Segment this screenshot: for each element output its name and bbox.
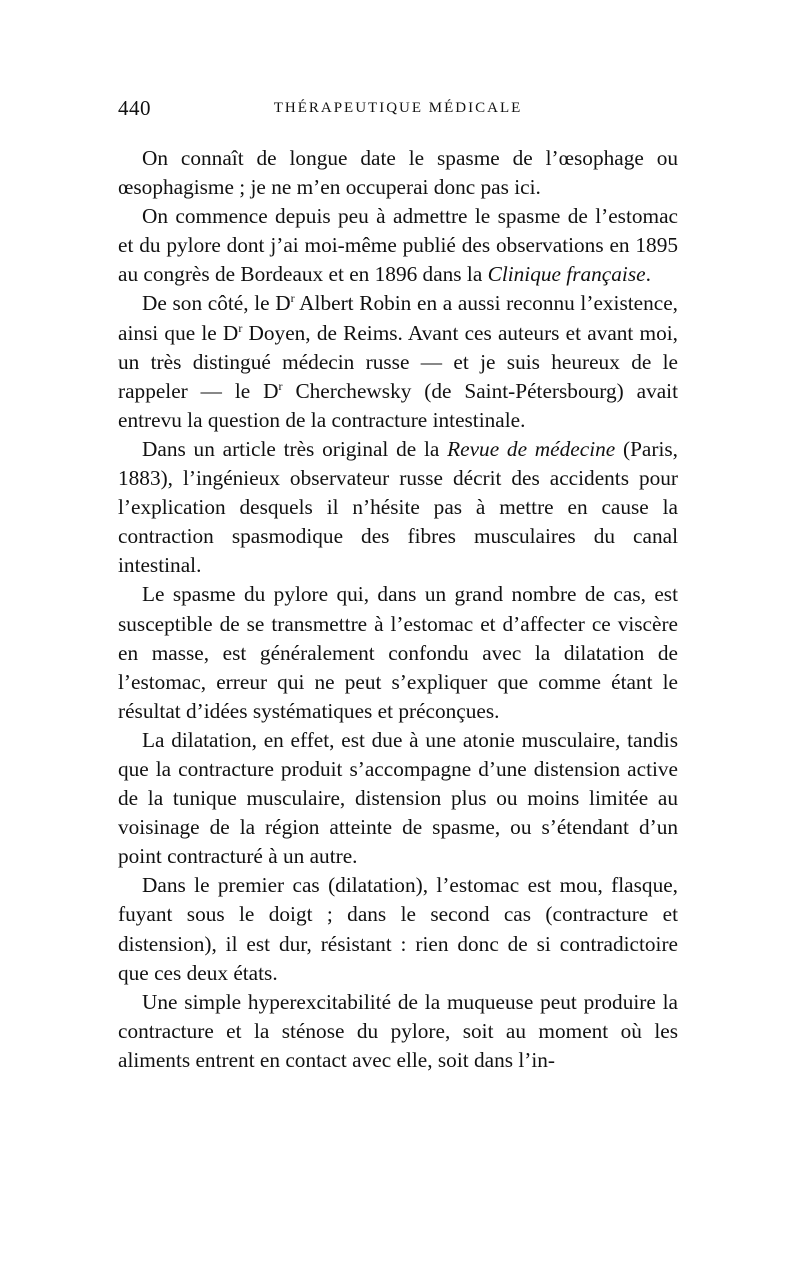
- paragraph-3: [118, 289, 678, 434]
- paragraph-4-text-after: (Paris, 1883), l’ingénieux observateur russe décrit des accidents pour l’explication desquels il n’hésite pas à mettre en cause la contraction spasmodique des fibres musculaires du canal intestinal.: [118, 436, 679, 578]
- doctor-superscript-1: r: [290, 291, 295, 306]
- paragraph-2: [118, 202, 678, 289]
- paragraph-2-italic-title: Clinique française: [487, 262, 646, 287]
- paragraph-4: [118, 435, 678, 580]
- paragraph-7: [118, 871, 678, 987]
- paragraph-3-part-2: Albert Robin en a aussi reconnu l’existence, ainsi que le D: [118, 291, 678, 345]
- paragraph-1: [118, 144, 678, 202]
- running-head: [118, 96, 678, 126]
- page-number: 440: [118, 96, 151, 120]
- paragraph-2-text-after: .: [645, 262, 651, 287]
- paragraph-6: [118, 726, 678, 871]
- paragraph-2-text-before: On commence depuis peu à admettre le spasme de l’estomac et du pylore dont j’ai moi-même publié des observations en 1895 au congrès de Bordeaux et en 1896 dans la: [118, 204, 678, 287]
- paragraph-6-text: La dilatation, en effet, est due à une atonie musculaire, tandis que la contracture produit s’accompagne d’une distension active de la tunique musculaire, distension plus ou moins limitée au voisinage de la région atteinte de spasme, ou s’étendant d’un point contracturé à un autre.: [118, 727, 678, 869]
- paragraph-4-italic-title: Revue de médecine: [447, 436, 616, 461]
- paragraph-5-text: Le spasme du pylore qui, dans un grand nombre de cas, est susceptible de se transmettre à l’estomac et d’affecter ce viscère en masse, est généralement confondu avec la dilatation de l’estomac, erreur qui ne peut s’expliquer que comme étant le résultat d’idées systématiques et préconçues.: [118, 582, 678, 723]
- paragraph-1-text: On connaît de longue date le spasme de l’œsophage ou œsophagisme ; je ne m’en occuperai donc pas ici.: [118, 146, 678, 200]
- doctor-superscript-2: r: [238, 320, 243, 335]
- page-body: [118, 144, 678, 1075]
- paragraph-8: [118, 988, 678, 1075]
- paragraph-5: [118, 580, 678, 725]
- paragraph-8-text: Une simple hyperexcitabilité de la muqueuse peut produire la contracture et la sténose du pylore, soit au moment où les aliments entrent en contact avec elle, soit dans l’in-: [118, 989, 678, 1072]
- paragraph-3-part-1: De son côté, le D: [142, 291, 291, 316]
- doctor-superscript-3: r: [278, 378, 283, 393]
- paragraph-7-text: Dans le premier cas (dilatation), l’estomac est mou, flasque, fuyant sous le doigt ; dans le second cas (contracture et distension), il est dur, résistant : rien donc de si contradictoire que ces deux états.: [118, 873, 678, 985]
- paragraph-3-part-3: Doyen, de Reims. Avant ces auteurs et avant moi, un très distingué médecin russe — et je suis heureux de le rappeler — le D: [118, 320, 678, 403]
- paragraph-3-part-4: Cherchewsky (de Saint-Pétersbourg) avait entrevu la question de la contracture intestinale.: [118, 378, 678, 432]
- running-title: THÉRAPEUTIQUE MÉDICALE: [273, 100, 523, 116]
- book-page: [118, 96, 678, 1075]
- paragraph-4-text-before: Dans un article très original de la: [142, 436, 448, 461]
